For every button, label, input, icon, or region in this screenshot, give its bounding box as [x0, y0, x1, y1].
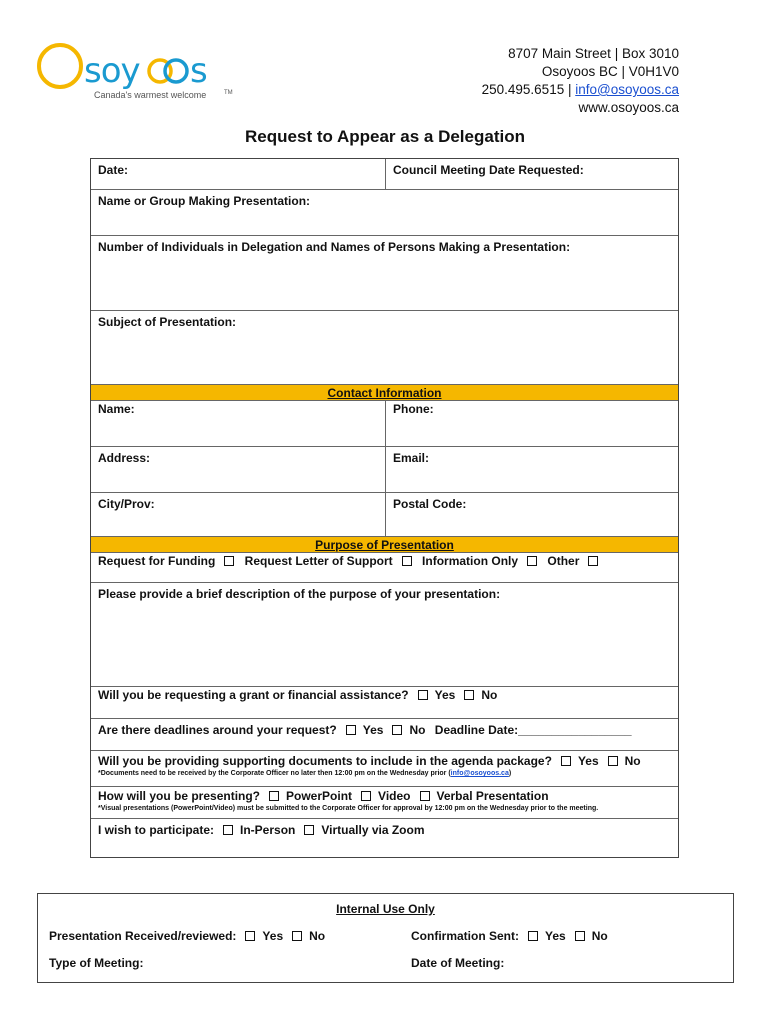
received-label: Presentation Received/reviewed: — [49, 929, 237, 943]
phone-number: 250.495.6515 | — [481, 82, 572, 97]
contact-address-block — [482, 45, 679, 117]
grant-no-label: No — [481, 688, 498, 702]
other-checkbox[interactable] — [588, 556, 598, 566]
docs-yes-label: Yes — [577, 754, 599, 768]
docs-no-checkbox[interactable] — [608, 756, 618, 766]
grant-question: Will you be requesting a grant or financial assistance? — [98, 688, 409, 702]
received-yes-checkbox[interactable] — [245, 931, 255, 941]
contact-phone-field[interactable]: Phone: — [385, 401, 678, 446]
confirmation-no-checkbox[interactable] — [575, 931, 585, 941]
information-only-checkbox[interactable] — [527, 556, 537, 566]
confirmation-yes-checkbox[interactable] — [528, 931, 538, 941]
docs-question: Will you be providing supporting documents to include in the agenda package? — [98, 754, 552, 768]
contact-address-field[interactable]: Address: — [98, 451, 151, 465]
powerpoint-checkbox[interactable] — [269, 791, 279, 801]
subject-field[interactable]: Subject of Presentation: — [98, 315, 237, 329]
participate-question: I wish to participate: — [98, 823, 215, 837]
meeting-date-field[interactable]: Date of Meeting: — [411, 956, 505, 970]
individuals-row — [91, 236, 678, 311]
council-date-field[interactable]: Council Meeting Date Requested: — [385, 159, 678, 189]
purpose-header: Purpose of Presentation — [91, 537, 678, 553]
docs-email-link[interactable]: info@osoyoos.ca — [450, 770, 509, 777]
svg-text:TM: TM — [224, 90, 233, 96]
in-person-checkbox[interactable] — [223, 825, 233, 835]
video-label: Video — [378, 789, 411, 803]
grant-yes-checkbox[interactable] — [418, 690, 428, 700]
confirmation-label: Confirmation Sent: — [411, 929, 519, 943]
option-information-only-label: Information Only — [422, 554, 519, 568]
option-letter-support-label: Request Letter of Support — [244, 554, 393, 568]
internal-header: Internal Use Only — [336, 902, 435, 916]
deadline-question: Are there deadlines around your request? — [98, 723, 337, 737]
city-postal-row — [91, 493, 678, 537]
zoom-label: Virtually via Zoom — [321, 823, 425, 837]
verbal-checkbox[interactable] — [420, 791, 430, 801]
description-row — [91, 583, 678, 687]
deadline-no-checkbox[interactable] — [392, 725, 402, 735]
description-field[interactable]: Please provide a brief description of the purpose of your presentation: — [98, 587, 501, 601]
presenting-question: How will you be presenting? — [98, 789, 261, 803]
zoom-checkbox[interactable] — [304, 825, 314, 835]
video-checkbox[interactable] — [361, 791, 371, 801]
website: www.osoyoos.ca — [578, 100, 679, 115]
received-yes-label: Yes — [262, 929, 284, 943]
option-other-label: Other — [547, 554, 580, 568]
internal-use-box — [37, 893, 734, 983]
svg-text:soy: soy — [84, 51, 140, 91]
address-line1: 8707 Main Street | Box 3010 — [508, 46, 679, 61]
in-person-label: In-Person — [240, 823, 296, 837]
letter-support-checkbox[interactable] — [402, 556, 412, 566]
presenting-row — [91, 787, 678, 819]
subject-row — [91, 311, 678, 385]
option-request-funding-label: Request for Funding — [98, 554, 216, 568]
powerpoint-label: PowerPoint — [286, 789, 353, 803]
deadline-yes-label: Yes — [362, 723, 384, 737]
osoyoos-logo — [36, 40, 246, 102]
page-title: Request to Appear as a Delegation — [245, 127, 525, 146]
individuals-field[interactable]: Number of Individuals in Delegation and Names of Persons Making a Presentation: — [98, 240, 571, 254]
address-line2: Osoyoos BC | V0H1V0 — [541, 64, 679, 79]
deadline-date-field[interactable]: Deadline Date:_________________ — [434, 723, 632, 737]
purpose-options-row — [91, 553, 678, 583]
received-no-label: No — [309, 929, 326, 943]
grant-yes-label: Yes — [434, 688, 456, 702]
contact-email-field[interactable]: Email: — [385, 447, 678, 492]
contact-name-field[interactable]: Name: — [98, 402, 135, 416]
presenting-note: *Visual presentations (PowerPoint/Video) must be submitted to the Corporate Officer for approval by 12:00 pm on the Wednesday prior to the meeting. — [98, 805, 599, 812]
confirmation-yes-label: Yes — [545, 929, 566, 943]
meeting-type-field[interactable]: Type of Meeting: — [49, 956, 144, 970]
svg-text:s: s — [190, 51, 208, 91]
name-group-row — [91, 190, 678, 236]
svg-text:Canada's warmest welcome: Canada's warmest welcome — [94, 90, 207, 100]
date-row — [91, 159, 678, 190]
contact-postal-field[interactable]: Postal Code: — [385, 493, 678, 536]
date-field[interactable]: Date: — [98, 163, 129, 177]
verbal-label: Verbal Presentation — [436, 789, 549, 803]
grant-no-checkbox[interactable] — [464, 690, 474, 700]
docs-yes-checkbox[interactable] — [561, 756, 571, 766]
address-email-row — [91, 447, 678, 493]
confirmation-no-label: No — [591, 929, 608, 943]
participate-row — [91, 819, 678, 859]
docs-row — [91, 751, 678, 787]
docs-note: *Documents need to be received by the Corporate Officer no later then 12:00 pm on the Wednesday prior (info@osoyoos.ca) — [98, 770, 512, 777]
name-phone-row — [91, 401, 678, 447]
docs-no-label: No — [624, 754, 641, 768]
received-no-checkbox[interactable] — [292, 931, 302, 941]
deadline-row — [91, 719, 678, 751]
email-link[interactable]: info@osoyoos.ca — [575, 82, 679, 97]
delegation-form — [90, 158, 679, 858]
deadline-yes-checkbox[interactable] — [346, 725, 356, 735]
deadline-no-label: No — [409, 723, 426, 737]
address-phone-email — [482, 81, 679, 99]
contact-info-header: Contact Information — [91, 385, 678, 401]
contact-city-field[interactable]: City/Prov: — [98, 497, 155, 511]
grant-row — [91, 687, 678, 719]
name-group-field[interactable]: Name or Group Making Presentation: — [98, 194, 311, 208]
request-funding-checkbox[interactable] — [224, 556, 234, 566]
